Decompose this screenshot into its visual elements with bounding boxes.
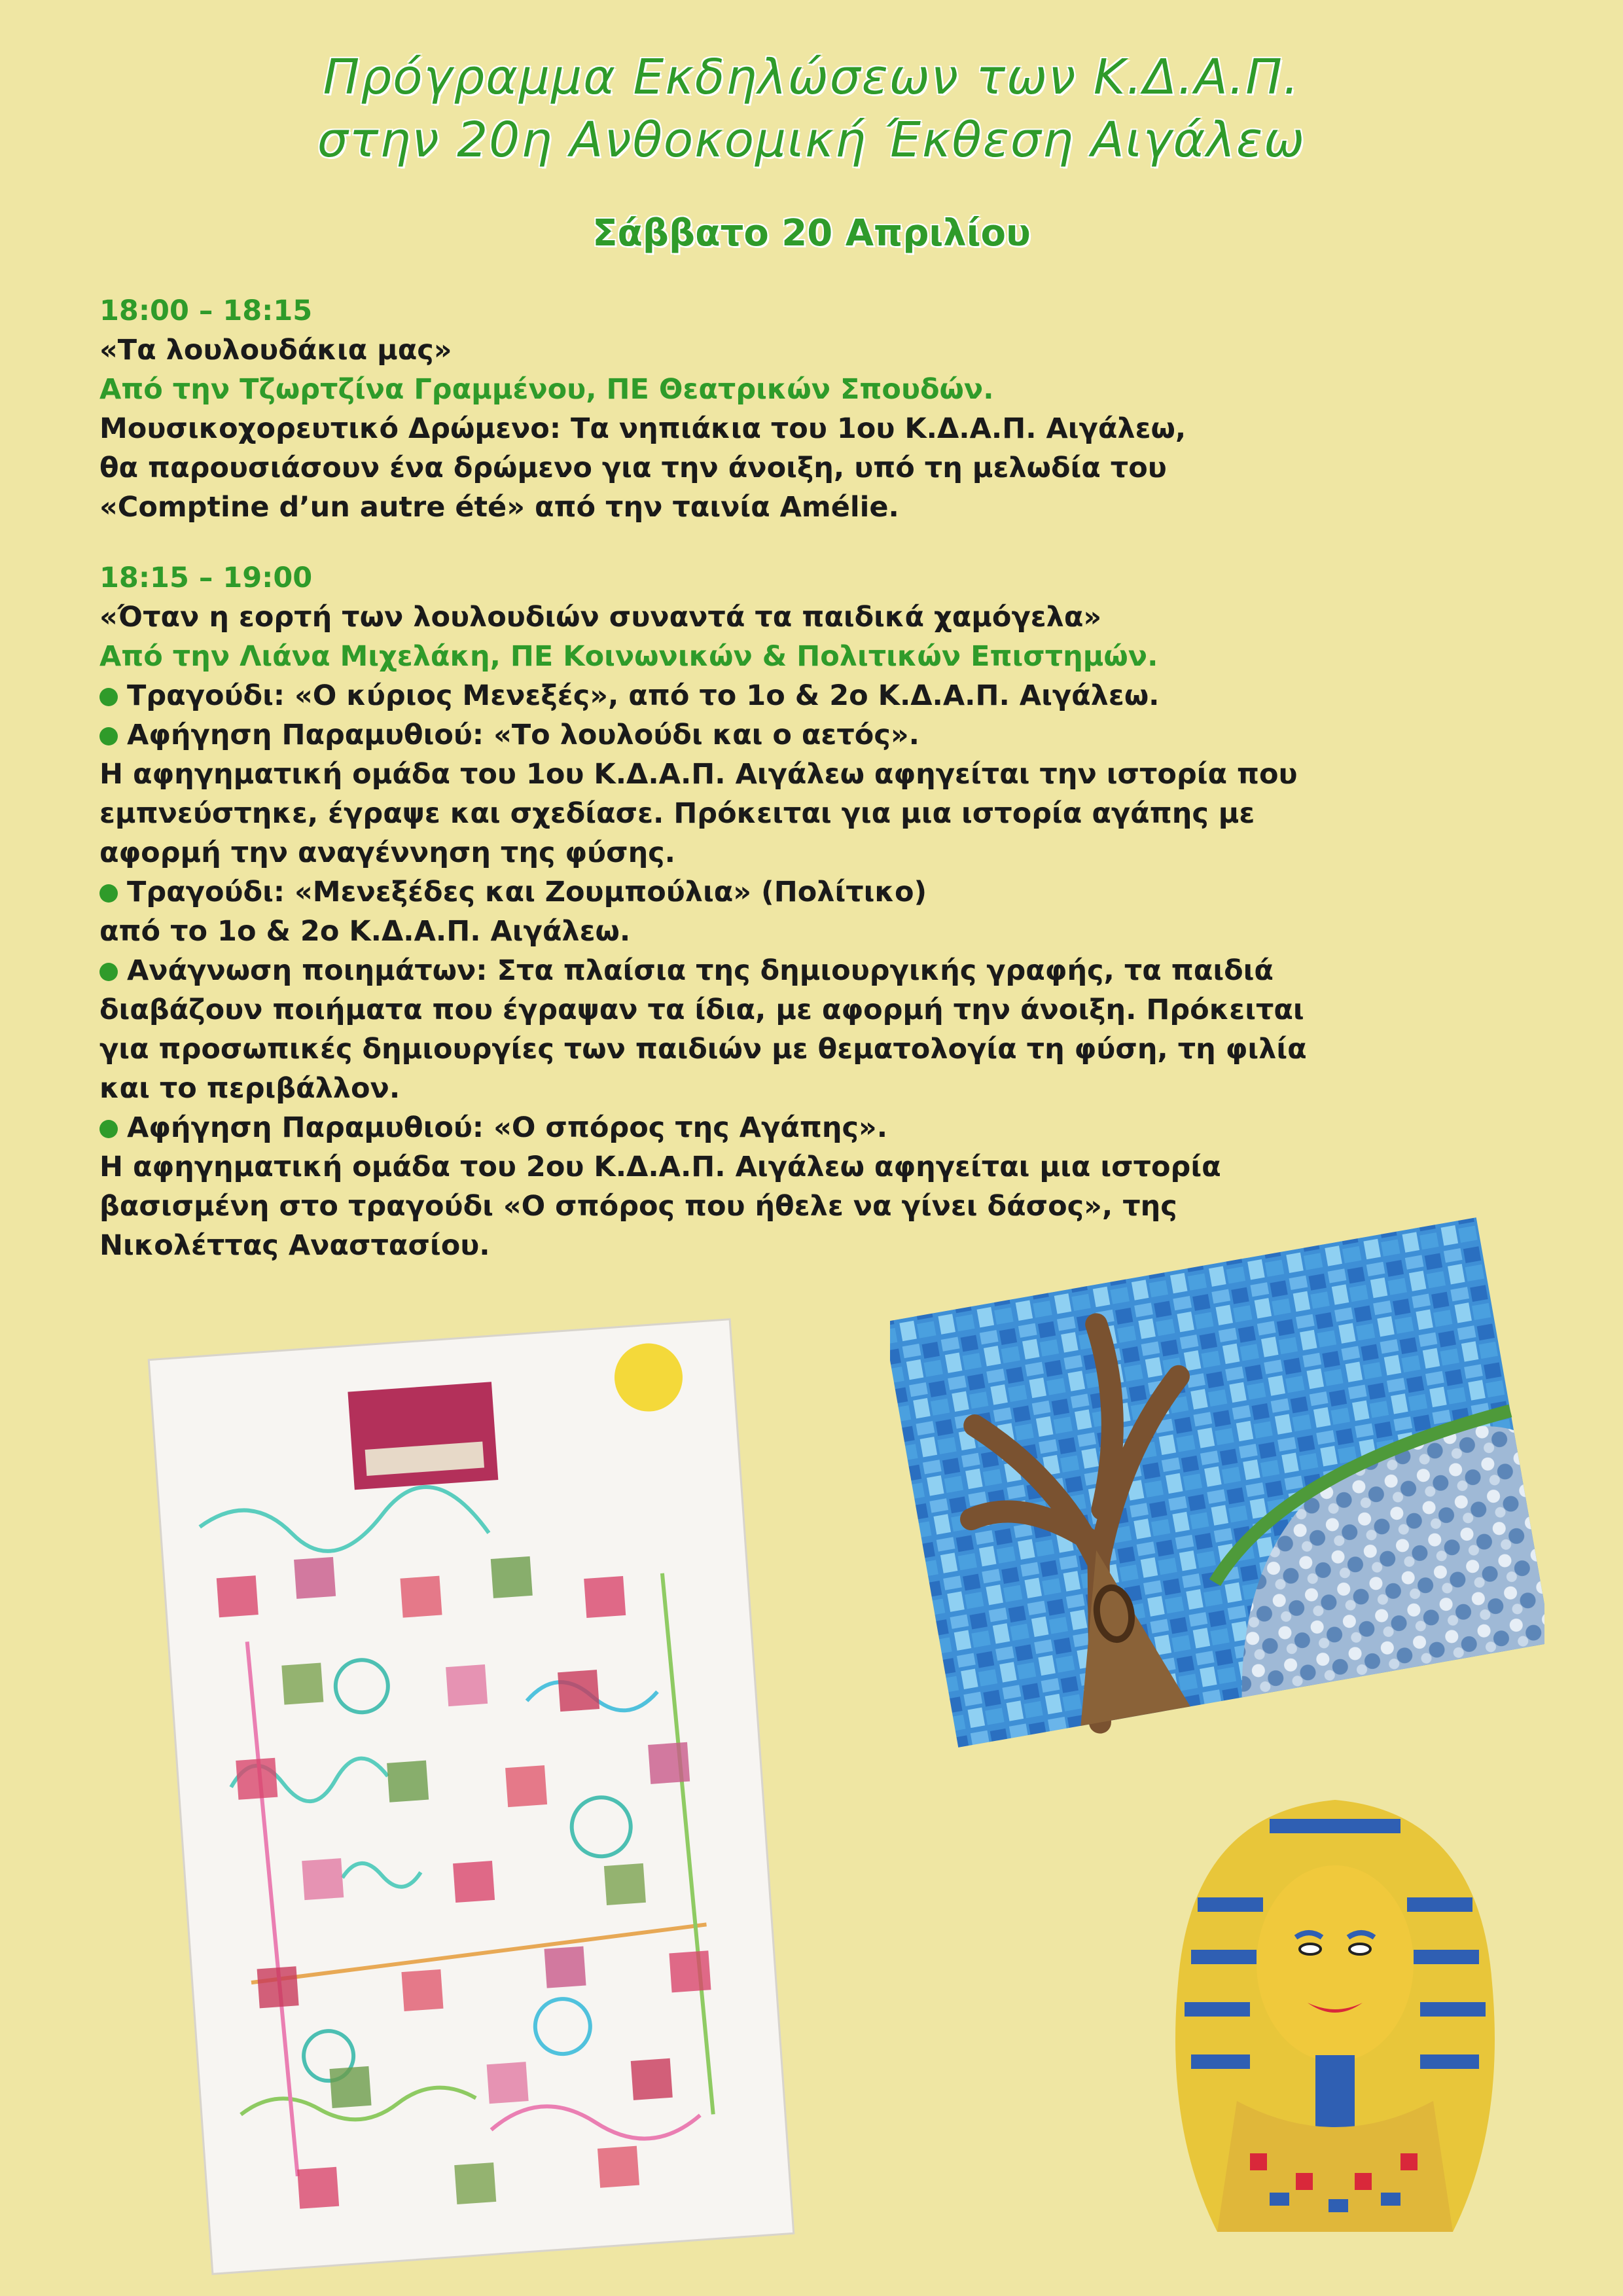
schedule bbox=[99, 291, 1539, 1265]
event-1-title: «Τα λουλουδάκια μας» bbox=[99, 334, 452, 367]
item-text: Ανάγνωση ποιημάτων: Στα πλαίσια της δημιουργικής γραφής, τα παιδιά bbox=[127, 954, 1274, 987]
item-text: Τραγούδι: «Ο κύριος Μενεξές», από το 1ο & 2ο Κ.Δ.Α.Π. Αιγάλεω. bbox=[127, 679, 1160, 712]
event-1-presenter: Από την Τζωρτζίνα Γραμμένου, ΠΕ Θεατρικών Σπουδών. bbox=[99, 373, 994, 406]
event-1-line: «Comptine d’un autre été» από την ταινία Amélie. bbox=[99, 491, 899, 524]
item-line: εμπνεύστηκε, έγραψε και σχεδίασε. Πρόκειται για μια ιστορία αγάπης με bbox=[99, 797, 1255, 830]
event-2-item-3 bbox=[99, 872, 1539, 912]
item-line: αφορμή την αναγέννηση της φύσης. bbox=[99, 836, 676, 869]
event-date: Σάββατο 20 Απριλίου bbox=[592, 212, 1031, 255]
green-bullet-icon bbox=[99, 688, 118, 706]
event-2-presenter: Από την Λιάνα Μιχελάκη, ΠΕ Κοινωνικών & Πολιτικών Επιστημών. bbox=[99, 640, 1158, 673]
green-bullet-icon bbox=[99, 1120, 118, 1138]
event-2-item-2 bbox=[99, 715, 1539, 755]
item-text: Αφήγηση Παραμυθιού: «Το λουλούδι και ο αετός». bbox=[127, 719, 919, 751]
title-line-2: στην 20η Ανθοκομική Έκθεση Αιγάλεω bbox=[317, 112, 1306, 168]
event-1-line: Μουσικοχορευτικό Δρώμενο: Τα νηπιάκια του 1ου Κ.Δ.Α.Π. Αιγάλεω, bbox=[99, 412, 1186, 445]
item-text: Τραγούδι: «Μενεξέδες και Ζουμπούλια» (Πολίτικο) bbox=[127, 876, 927, 908]
item-line: και το περιβάλλον. bbox=[99, 1072, 401, 1105]
item-line: Η αφηγηματική ομάδα του 1ου Κ.Δ.Α.Π. Αιγάλεω αφηγείται την ιστορία που bbox=[99, 758, 1298, 791]
event-1-time: 18:00 – 18:15 bbox=[99, 295, 313, 327]
event-1-line: θα παρουσιάσουν ένα δρώμενο για την άνοιξη, υπό τη μελωδία του bbox=[99, 452, 1167, 484]
item-line: από το 1ο & 2ο Κ.Δ.Α.Π. Αιγάλεω. bbox=[99, 915, 631, 948]
event-2-time: 18:15 – 19:00 bbox=[99, 562, 313, 594]
green-bullet-icon bbox=[99, 727, 118, 745]
item-line: Η αφηγηματική ομάδα του 2ου Κ.Δ.Α.Π. Αιγάλεω αφηγείται μια ιστορία bbox=[99, 1151, 1221, 1183]
event-2-item-5 bbox=[99, 1108, 1539, 1147]
item-line: διαβάζουν ποιήματα που έγραψαν τα ίδια, με αφορμή την άνοιξη. Πρόκειται bbox=[99, 994, 1304, 1026]
event-2-item-4 bbox=[99, 951, 1539, 990]
event-1 bbox=[99, 291, 1539, 527]
page-title bbox=[0, 46, 1623, 171]
tree-mosaic-image bbox=[890, 1175, 1544, 1790]
children-flower-poster-image bbox=[141, 1312, 802, 2281]
pharaoh-mask-image bbox=[1139, 1787, 1531, 2258]
green-bullet-icon bbox=[99, 884, 118, 903]
event-2-title: «Όταν η εορτή των λουλουδιών συναντά τα παιδικά χαμόγελα» bbox=[99, 601, 1102, 634]
event-2 bbox=[99, 558, 1539, 1265]
item-line: βασισμένη στο τραγούδι «Ο σπόρος που ήθελε να γίνει δάσος», της bbox=[99, 1190, 1177, 1223]
green-bullet-icon bbox=[99, 963, 118, 981]
item-line: για προσωπικές δημιουργίες των παιδιών με θεματολογία τη φύση, τη φιλία bbox=[99, 1033, 1307, 1066]
item-text: Αφήγηση Παραμυθιού: «Ο σπόρος της Αγάπης». bbox=[127, 1111, 888, 1144]
item-line: Νικολέττας Αναστασίου. bbox=[99, 1229, 490, 1262]
event-2-item-1 bbox=[99, 676, 1539, 715]
title-line-1: Πρόγραμμα Εκδηλώσεων των Κ.Δ.Α.Π. bbox=[323, 49, 1300, 105]
